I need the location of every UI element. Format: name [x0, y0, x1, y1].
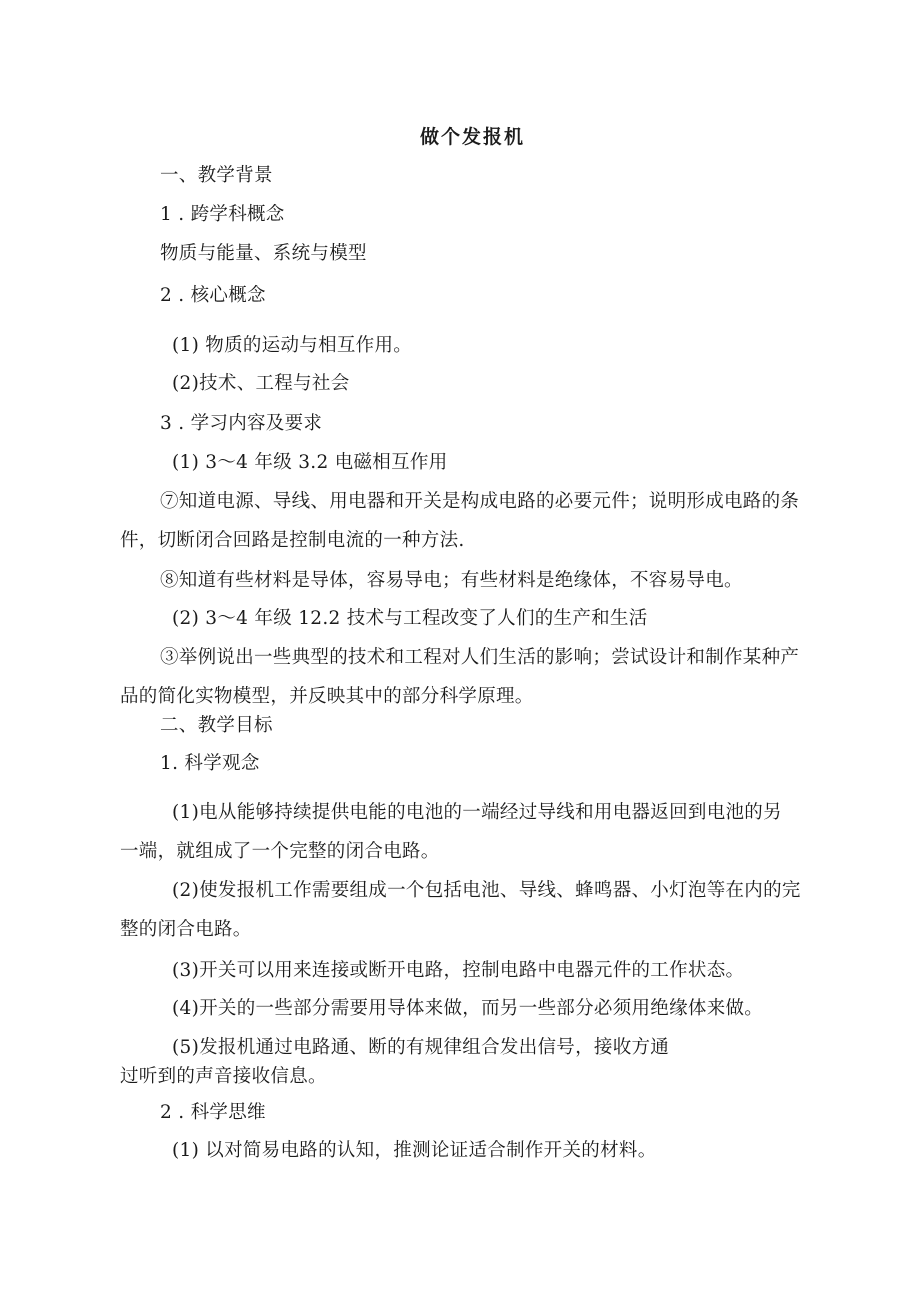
subsection-heading: 1. 科学观念 — [160, 753, 260, 774]
paragraph-line: 件，切断闭合回路是控制电流的一种方法. — [120, 530, 465, 551]
section-heading: 二、教学目标 — [160, 715, 273, 736]
document-title: 做个发报机 — [420, 126, 526, 148]
subsection-heading: 2 . 核心概念 — [160, 285, 266, 306]
list-item: (2) 3～4 年级 12.2 技术与工程改变了人们的生产和生活 — [172, 608, 648, 629]
list-item: (5)发报机通过电路通、断的有规律组合发出信号，接收方通 — [172, 1037, 670, 1058]
paragraph-line: ③举例说出一些典型的技术和工程对人们生活的影响；尝试设计和制作某种产 — [160, 647, 800, 668]
subsection-heading: 2 . 科学思维 — [160, 1102, 266, 1123]
list-item: (4)开关的一些部分需要用导体来做，而另一些部分必须用绝缘体来做。 — [172, 998, 764, 1019]
section-heading: 一、教学背景 — [160, 165, 273, 186]
list-item: (2)技术、工程与社会 — [172, 373, 350, 394]
subsection-heading: 1 . 跨学科概念 — [160, 204, 285, 225]
list-item: (1)电从能够持续提供电能的电池的一端经过导线和用电器返回到电池的另 — [172, 802, 782, 823]
paragraph-line: ⑧知道有些材料是导体，容易导电；有些材料是绝缘体，不容易导电。 — [160, 570, 743, 591]
list-item: (1) 3～4 年级 3.2 电磁相互作用 — [172, 452, 448, 473]
list-item: (2)使发报机工作需要组成一个包括电池、导线、蜂鸣器、小灯泡等在内的完 — [172, 880, 801, 901]
list-item: (1) 物质的运动与相互作用。 — [172, 335, 413, 356]
list-item: (1) 以对简易电路的认知，推测论证适合制作开关的材料。 — [172, 1140, 657, 1161]
paragraph-line: 过听到的声音接收信息。 — [120, 1066, 327, 1087]
paragraph-line: 整的闭合电路。 — [120, 919, 252, 940]
paragraph-line: 品的简化实物模型，并反映其中的部分科学原理。 — [120, 686, 534, 707]
paragraph-line: ⑦知道电源、导线、用电器和开关是构成电路的必要元件；说明形成电路的条 — [160, 491, 800, 512]
subsection-heading: 3 . 学习内容及要求 — [160, 413, 323, 434]
paragraph-line: 一端，就组成了一个完整的闭合电路。 — [120, 841, 440, 862]
list-item: (3)开关可以用来连接或断开电路，控制电路中电器元件的工作状态。 — [172, 960, 745, 981]
paragraph-line: 物质与能量、系统与模型 — [160, 243, 367, 264]
